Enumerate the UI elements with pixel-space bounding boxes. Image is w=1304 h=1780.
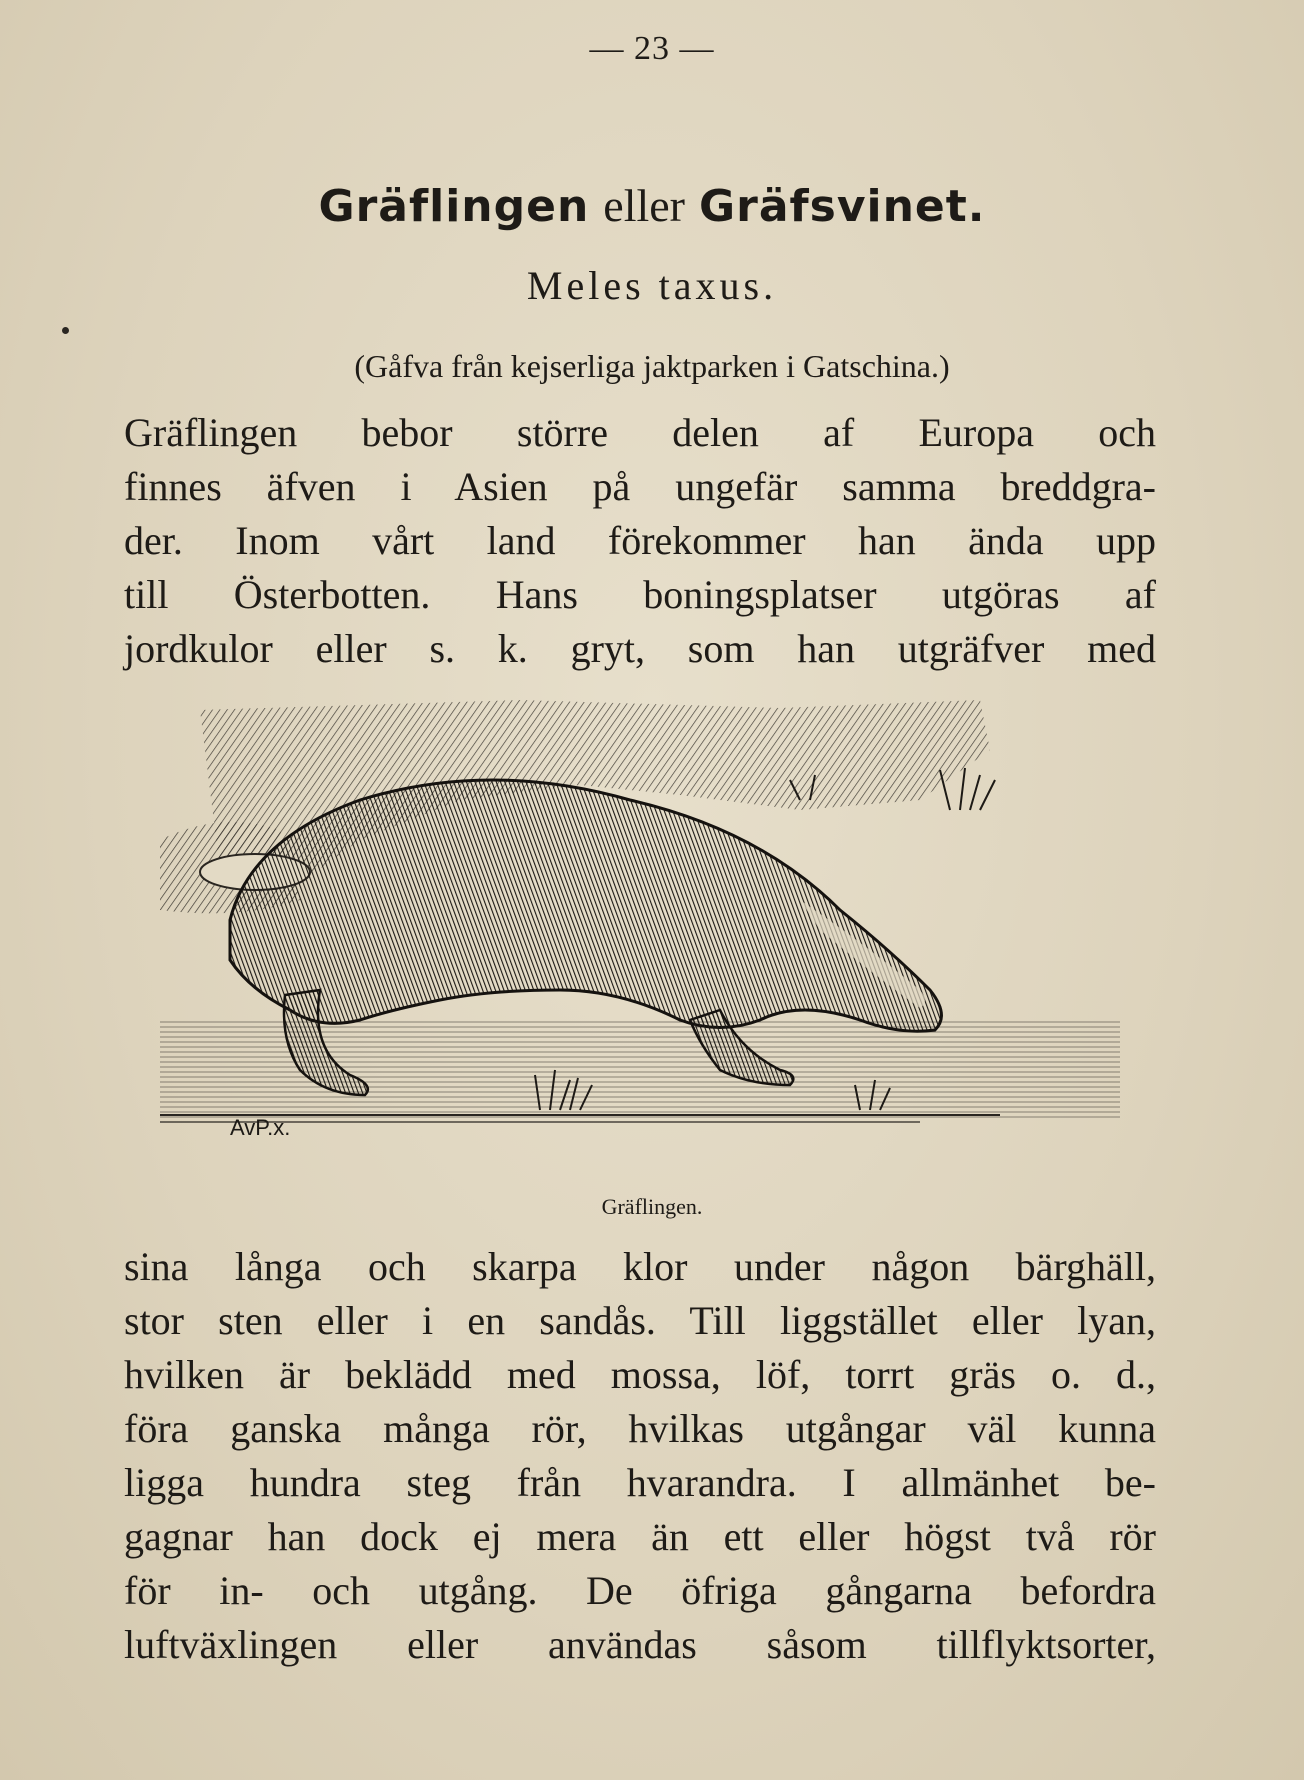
text-line: hvilken är beklädd med mossa, löf, torrt gräs o. d.,	[124, 1352, 1156, 1397]
text-line: ligga hundra steg från hvarandra. I allmänhet be-	[124, 1460, 1156, 1505]
text-line: föra ganska många rör, hvilkas utgångar väl kunna	[124, 1406, 1156, 1451]
text-line: stor sten eller i en sandås. Till liggstället eller lyan,	[124, 1298, 1156, 1343]
ink-speck	[62, 327, 69, 334]
gift-note: (Gåfva från kejserliga jaktparken i Gatschina.)	[354, 348, 950, 384]
badger-body	[230, 780, 941, 1031]
text-line: gagnar han dock ej mera än ett eller högst två rör	[124, 1514, 1156, 1559]
heading-connector: eller	[603, 180, 685, 231]
page-number: — 23 —	[589, 30, 715, 67]
artist-signature: AvP.x.	[230, 1115, 291, 1140]
section-heading	[0, 175, 1304, 233]
text-line: för in- och utgång. De öfriga gångarna befordra	[124, 1568, 1156, 1613]
text-line: Gräflingen bebor större delen af Europa och	[124, 410, 1156, 455]
heading-alternate-name: Gräfsvinet.	[699, 181, 986, 232]
paragraph-2	[124, 1240, 1156, 1672]
text-line: till Österbotten. Hans boningsplatser utgöras af	[124, 572, 1156, 617]
paragraph-1	[124, 406, 1156, 676]
badger-illustration	[160, 690, 1120, 1170]
text-line: der. Inom vårt land förekommer han ända upp	[124, 518, 1156, 563]
text-line: luftväxlingen eller användas såsom tillflyktsorter,	[124, 1622, 1156, 1667]
heading-primary-name: Gräflingen	[318, 181, 590, 232]
text-line: sina långa och skarpa klor under någon bärghäll,	[124, 1244, 1156, 1289]
text-line: finnes äfven i Asien på ungefär samma breddgra-	[124, 464, 1156, 509]
figure-caption: Gräflingen.	[601, 1194, 703, 1219]
latin-name: Meles taxus.	[526, 263, 778, 308]
text-line: jordkulor eller s. k. gryt, som han utgräfver med	[124, 626, 1156, 671]
